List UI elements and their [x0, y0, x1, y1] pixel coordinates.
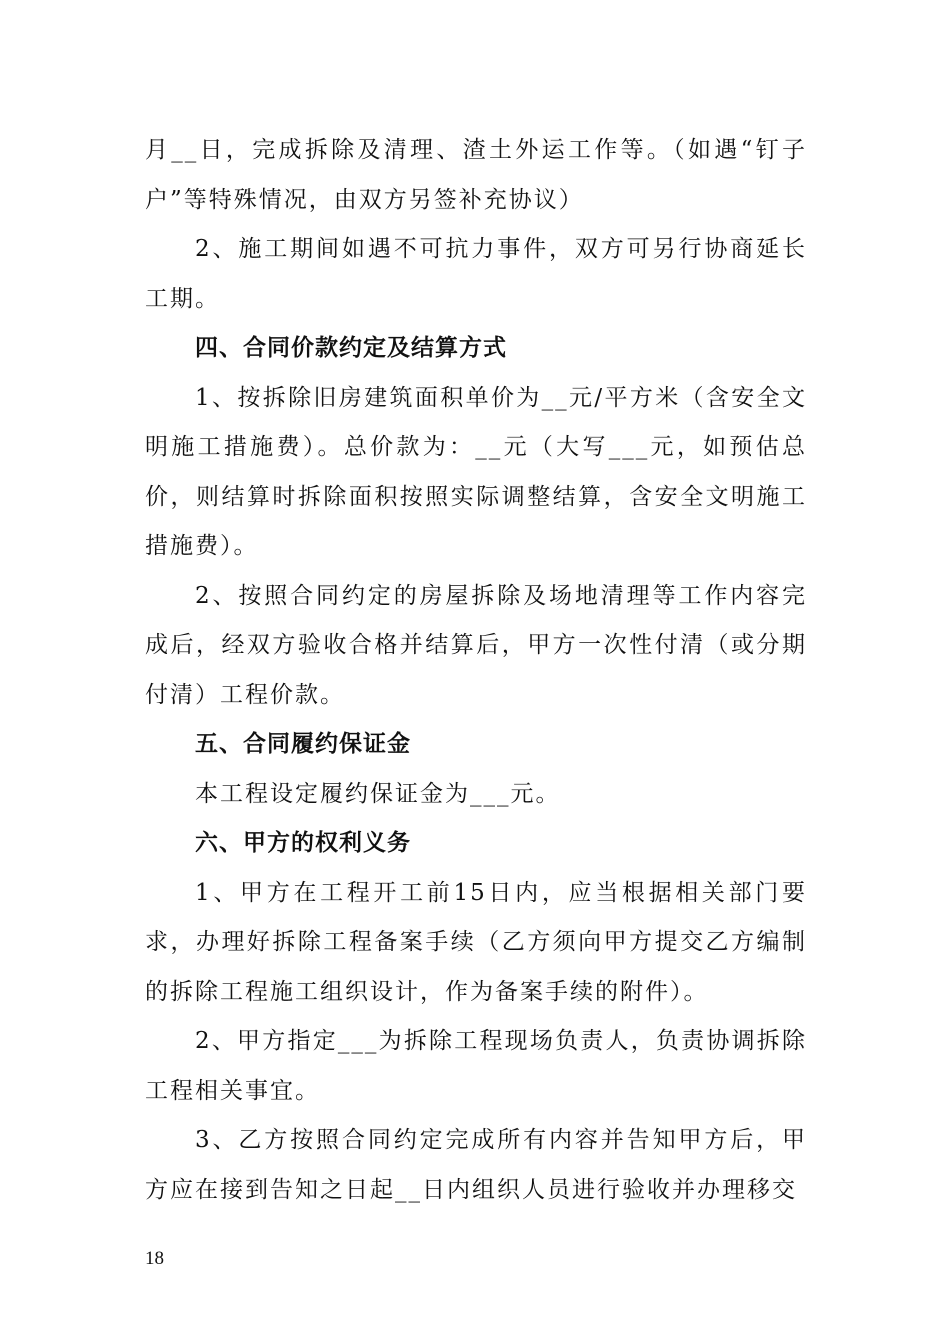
paragraph-payment: 2、按照合同约定的房屋拆除及场地清理等工作内容完成后，经双方验收合格并结算后，甲方一次性付清（或分期付清）工程价款。: [145, 582, 807, 708]
paragraph-filing-procedures: 1、甲方在工程开工前15日内，应当根据相关部门要求，办理好拆除工程备案手续（乙方须向甲方提交乙方编制的拆除工程施工组织设计，作为备案手续的附件）。: [145, 879, 807, 1005]
paragraph-demolition-completion: 月__日，完成拆除及清理、渣土外运工作等。（如遇“钉子户”等特殊情况，由双方另签补充协议）: [145, 137, 807, 213]
paragraph-acceptance: 3、乙方按照合同约定完成所有内容并告知甲方后，甲方应在接到告知之日起__日内组织人员进行验收并办理移交: [145, 1127, 807, 1203]
page-number: 18: [145, 1248, 164, 1269]
section-heading-deposit: 五、合同履约保证金: [195, 731, 411, 757]
section-heading-party-a-rights: 六、甲方的权利义务: [195, 830, 411, 856]
paragraph-site-manager: 2、甲方指定___为拆除工程现场负责人，负责协调拆除工程相关事宜。: [145, 1028, 807, 1104]
paragraph-force-majeure: 2、施工期间如遇不可抗力事件，双方可另行协商延长工期。: [145, 236, 807, 312]
document-body: [145, 126, 807, 1215]
section-heading-price: 四、合同价款约定及结算方式: [195, 335, 507, 361]
paragraph-unit-price: 1、按拆除旧房建筑面积单价为__元/平方米（含安全文明施工措施费）。总价款为：__元（大写___元，如预估总价，则结算时拆除面积按照实际调整结算，含安全文明施工措施费）。: [145, 384, 807, 559]
paragraph-deposit-amount: 本工程设定履约保证金为___元。: [195, 780, 561, 807]
